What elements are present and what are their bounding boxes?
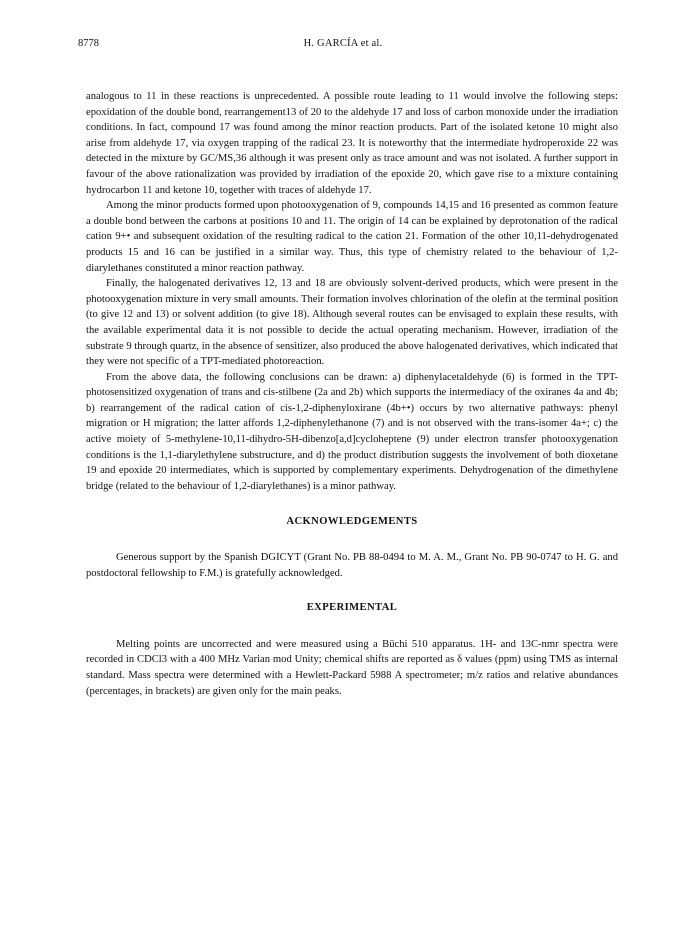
acknowledgements-heading: ACKNOWLEDGEMENTS (286, 516, 418, 528)
page-number: 8778 (78, 38, 99, 49)
paragraph-4: From the above data, the following conclusions can be drawn: a) diphenylacetaldehyde (6) is formed in the TPT-photosensitized oxygenation of trans and cis-stilbene (2a and 2b) which supports the intermediacy of the oxiranes 4a and 4b; b) rearrangement of the radical cation of cis-1,2-diphenyloxirane (4b+•) occurs by two alternative pathways: phenyl migration or H migration; the latter affords 1,2-diphenylethanone (7) and is not observed with the trans-isomer 4a+; c) the active moiety of 5-methylene-10,11-dihydro-5H-dibenzo[a,d]cycloheptene (9) under electron transfer photooxygenation conditions is the 1,1-diarylethylene substructure, and d) the product distribution suggests the involvement of both dioxetane 19 and epoxide 20 intermediates, which is supported by complementary experiments. Dehydrogenation of the dimethylene bridge (related to the behaviour of 1,2-diarylethanes) is a minor pathway. (86, 371, 618, 492)
paragraph-3: Finally, the halogenated derivatives 12, 13 and 18 are obviously solvent-derived products, which were present in the photooxygenation mixture in very small amounts. Their formation involves chlorination of the olefin at the terminal position (to give 12 and 13) or solvent addition (to give 18). Although several routes can be envisaged to explain these results, with the available experimental data it is not possible to decide the actual operating mechanism. However, irradiation of the substrate 9 through quartz, in the absence of sensitizer, also produced the above halogenated derivatives, which indicated that they were not specific of a TPT-mediated photoreaction. (86, 278, 618, 368)
body-text (86, 89, 618, 699)
running-head (78, 38, 608, 54)
experimental-text: Melting points are uncorrected and were measured using a Büchi 510 apparatus. 1H- and 13C-nmr spectra were recorded in CDCl3 with a 400 MHz Varian mod Unity; chemical shifts are reported as δ values (ppm) using TMS as internal standard. Mass spectra were determined with a Hewlett-Packard 5988 A spectrometer; m/z ratios and relative abundances (percentages, in brackets) are given only for the main peaks. (86, 638, 618, 697)
paragraph-1: analogous to 11 in these reactions is unprecedented. A possible route leading to 11 would involve the following steps: epoxidation of the double bond, rearrangement13 of 20 to the aldehyde 17 and loss of carbon monoxide under the irradiation conditions. In fact, compound 17 was found among the minor reaction products. Part of the isolated ketone 10 might also arise from aldehyde 17, via oxygen trapping of the radical 23. It is noteworthy that the intermediate hydroperoxide 22 was detected in the mixture by GC/MS,36 although it was present only as trace amount and was not isolated. A further support in favour of the above rationalization was provided by irradiation of the epoxide 20, which gave rise to a mixture containing hydrocarbon 11 and ketone 10, together with traces of aldehyde 17. (86, 91, 618, 196)
acknowledgements-text: Generous support by the Spanish DGICYT (Grant No. PB 88-0494 to M. A. M., Grant No. PB 90-0747 to H. G. and postdoctoral fellowship to F.M.) is gratefully acknowledged. (86, 552, 618, 579)
running-head-authors: H. GARCÍA et al. (303, 38, 383, 49)
paragraph-2: Among the minor products formed upon photooxygenation of 9, compounds 14,15 and 16 presented as common feature a double bond between the carbons at positions 10 and 11. The origin of 14 can be explained by deprotonation of the radical cation 9+• and subsequent oxidation of the resulting radical to the cation 21. Formation of the other 10,11-dehydrogenated products 15 and 16 can be justified in a similar way. Thus, this type of chemistry related to the behaviour of 1,2-diarylethanes constituted a minor reaction pathway. (86, 200, 618, 274)
experimental-heading: EXPERIMENTAL (306, 602, 398, 614)
